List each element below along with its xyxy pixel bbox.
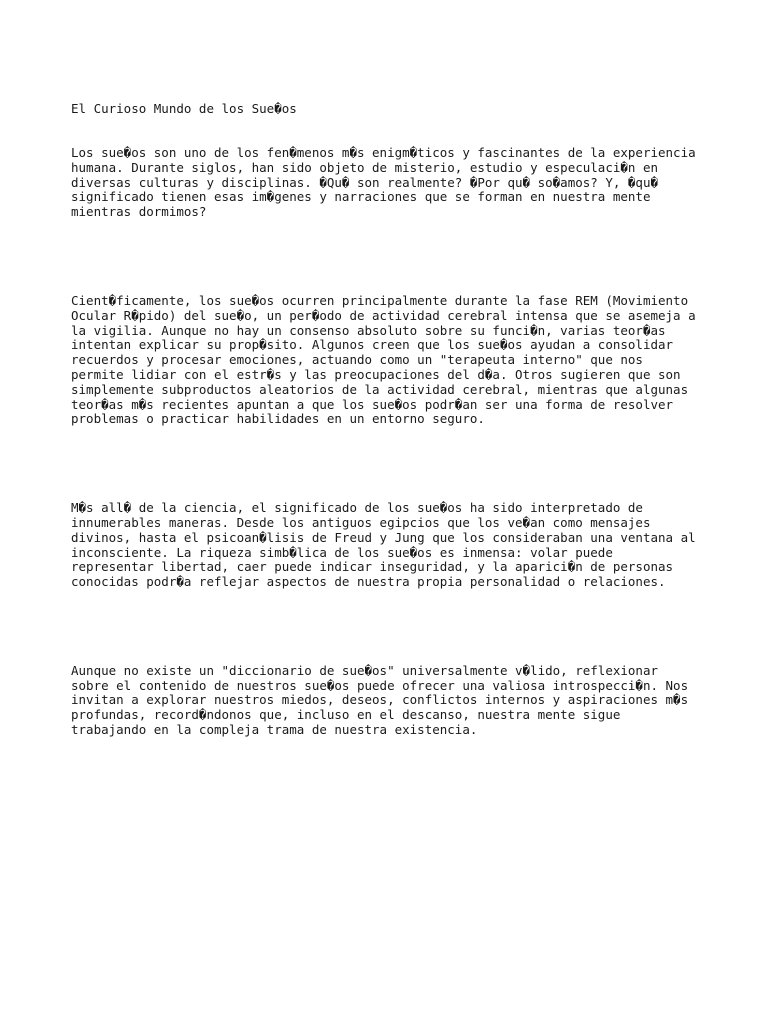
paragraph-interpretation: M�s all� de la ciencia, el significado de los sue�os ha sido interpretado de innumerables maneras. Desde los antiguos egipcios que los ve�an como mensajes divinos, hasta el psicoan�lisis de Freud y Jung que los consideraban una ventana al inconsciente. La riqueza simb�lica de los sue�os es inmensa: volar puede representar libertad, caer puede indicar inseguridad, y la aparici�n de personas conocidas podr�a reflejar aspectos de nuestra propia personalidad o relaciones. xyxy=(71,500,696,590)
paragraph-conclusion: Aunque no existe un "diccionario de sue�os" universalmente v�lido, reflexionar sobre el contenido de nuestros sue�os puede ofrecer una valiosa introspecci�n. Nos invitan a explorar nuestros miedos, deseos, conflictos internos y aspiraciones m�s profundas, record�ndonos que, incluso en el descanso, nuestra mente sigue trabajando en la compleja trama de nuestra existencia. xyxy=(71,662,689,738)
paragraph-intro: Los sue�os son uno de los fen�menos m�s enigm�ticos y fascinantes de la experiencia humana. Durante siglos, han sido objeto de misterio, estudio y especulaci�n en diversas culturas y disciplinas. �Qu� son realmente? �Por qu� so�amos? Y, �qu� significado tienen esas im�genes y narraciones que se forman en nuestra mente mientras dormimos? xyxy=(71,144,696,220)
paragraph-spacer xyxy=(71,619,711,634)
paragraph-spacer xyxy=(71,250,711,265)
document-body xyxy=(71,72,711,753)
paragraph-spacer xyxy=(71,457,711,472)
paragraph-science: Cient�ficamente, los sue�os ocurren principalmente durante la fase REM (Movimiento Ocular R�pido) del sue�o, un per�odo de actividad cerebral intensa que se asemeja a la vigilia. Aunque no hay un consenso absoluto sobre su funci�n, varias teor�as intentan explicar su prop�sito. Algunos creen que los sue�os ayudan a consolidar recuerdos y procesar emociones, actuando como un "terapeuta interno" que nos permite lidiar con el estr�s y las preocupaciones del d�a. Otros sugieren que son simplemente subproductos aleatorios de la actividad cerebral, mientras que algunas teor�as m�s recientes apuntan a que los sue�os podr�an ser una forma de resolver problemas o practicar habilidades en un entorno seguro. xyxy=(71,292,696,427)
document-title: El Curioso Mundo de los Sue�os xyxy=(71,100,297,116)
